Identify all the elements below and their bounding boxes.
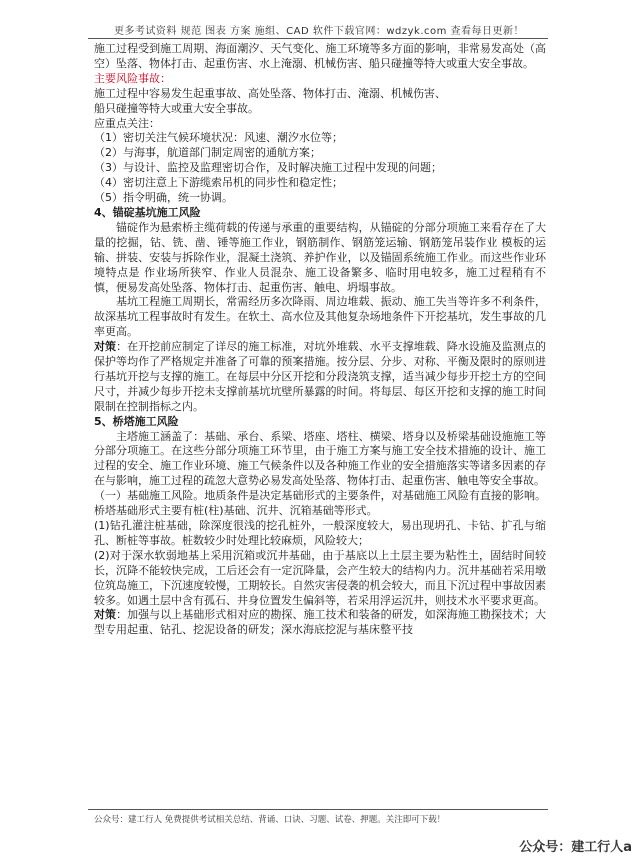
main-risk-line-1: 施工过程中容易发生起重事故、高处坠落、物体打击、淹溺、机械伤害、 bbox=[94, 86, 446, 100]
main-risk-heading: 主要风险事故： bbox=[94, 71, 171, 85]
foundation-risk-intro: （一）基础施工风险。地质条件是决定基础形式的主要条件，对基础施工风险有直接的影响。桥塔基础形式主要有桩(柱)基础、沉井、沉箱基础等形式。 bbox=[94, 489, 546, 518]
page-footer: 公众号：建工行人 免费提供考试相关总结、背诵、口诀、习题、试卷、押题。关注即可下载！ bbox=[94, 815, 446, 825]
measure-label: 对策 bbox=[94, 340, 117, 354]
watermark-text: 公众号：建工行人a bbox=[519, 840, 632, 855]
measure-text: ：加强与以上基础形式相对应的勘探、施工技术和装备的研发，如深海施工勘探技术；大型专用起重、钻孔、挖泥设备的研发；深水海底挖泥与基床整平技 bbox=[94, 608, 547, 637]
focus-item: （1）密切关注气候环境状况：风速、潮汐水位等； bbox=[94, 131, 343, 145]
section-5-paragraph-1: 主塔施工涵盖了：基础、承台、系梁、塔座、塔柱、横梁、塔身以及桥梁基础设施施工等分部分项施工。在这些分部分项施工环节里，由于施工方案与施工安全技术措施的设计、施工过程的安全、施工作业环境、施工气候条件以及各种施工作业的安全措施落实等诸多因素的存在与影响，施工过程的疏忽大意势必易发高处坠落、物体打击、起重伤害、触电等安全事故。 bbox=[94, 429, 546, 488]
foundation-risk-item-2: (2)对于深水软弱地基上采用沉箱或沉井基础，由于基底以上土层主要为粘性土，固结时间较长，沉降不能较快完成，工后还会有一定沉降量，会产生较大的结构内力。沉井基础若采用墩位筑岛施工，下沉速度较慢，工期较长。自然灾害侵袭的机会较大，而且下沉过程中事故因素较多。如遇土层中含有孤石、井身位置发生偏斜等，若采用浮运沉井，则技术水平要求更高。 bbox=[94, 548, 546, 607]
foundation-measures bbox=[94, 608, 546, 638]
section-4-measures bbox=[94, 340, 546, 415]
intro-paragraph: 施工过程受到施工周期、海面潮汐、天气变化、施工环境等多方面的影响，非常易发高处（高空）坠落、物体打击、起重伤害、水上淹溺、机械伤害、船只碰撞等特大或重大安全事故。 bbox=[94, 42, 546, 70]
section-4-paragraph-2: 基坑工程施工周期长，常需经历多次降雨、周边堆载、振动、施工失当等许多不利条件，故深基坑工程事故时有发生。在软土、高水位及其他复杂场地条件下开挖基坑，发生事故的几率更高。 bbox=[94, 295, 546, 339]
page-header: 更多考试资料 规范 图表 方案 施组、CAD 软件下载官网：wdzyk.com 查看每日更新！ bbox=[113, 26, 525, 37]
focus-item: （5）指令明确，统一协调。 bbox=[94, 191, 233, 205]
focus-item: （2）与海事，航道部门制定周密的通航方案； bbox=[94, 146, 321, 160]
focus-item: （4）密切注意上下游缆索吊机的同步性和稳定性； bbox=[94, 176, 343, 190]
header-divider bbox=[88, 38, 548, 39]
footer-divider bbox=[88, 809, 548, 810]
section-4-paragraph-1: 锚碇作为悬索桥主缆荷载的传递与承重的重要结构，从锚碇的分部分项施工来看存在了大量的挖掘，钻、铣、凿、锤等施工作业，钢筋制作、钢筋笼运输、钢筋笼吊装作业 模板的运输、拼装、安装与拆除作业，混凝土浇筑、养护作业，以及锚固系统施工作业。而这些作业环境特点是 作业场所狭窄、作业人员混杂、施工设备繁多、临时用电较多，施工过程稍有不慎，便易发高处坠落、物体打击、起重伤害、触电、坍塌事故。 bbox=[94, 220, 546, 294]
section-5-heading: 5、桥塔施工风险 bbox=[94, 414, 179, 428]
document-body bbox=[94, 42, 546, 638]
focus-heading: 应重点关注： bbox=[94, 116, 160, 130]
measure-label: 对策 bbox=[94, 608, 117, 622]
measure-text: ：在开挖前应制定了详尽的施工标准，对坑外堆载、水平支撑堆载、降水设施及监测点的保护等均作了严格规定并准备了可靠的预案措施。按分层、分步、对称、平衡及限时的原则进行基坑开挖与支撑的施工。在每层中分区开挖和分段浇筑支撑，适当减少每步开挖土方的空间尺寸，并减少每步开挖未支撑前基坑坑壁所暴露的时间。将每层、每区开挖和支撑的施工时间限制在控制指标之内。 bbox=[94, 340, 547, 413]
foundation-risk-item-1: (1)钻孔灌注桩基础，除深度很浅的挖孔桩外，一般深度较大，易出现坍孔、卡钻、扩孔与缩孔、断桩等事故。桩数较少时处理比较麻烦，风险较大； bbox=[94, 519, 546, 547]
main-risk-line-2: 船只碰撞等特大或重大安全事故。 bbox=[94, 101, 259, 115]
focus-item: （3）与设计、监控及监理密切合作，及时解决施工过程中发现的问题； bbox=[94, 161, 442, 175]
section-4-heading: 4、锚碇基坑施工风险 bbox=[94, 205, 201, 219]
